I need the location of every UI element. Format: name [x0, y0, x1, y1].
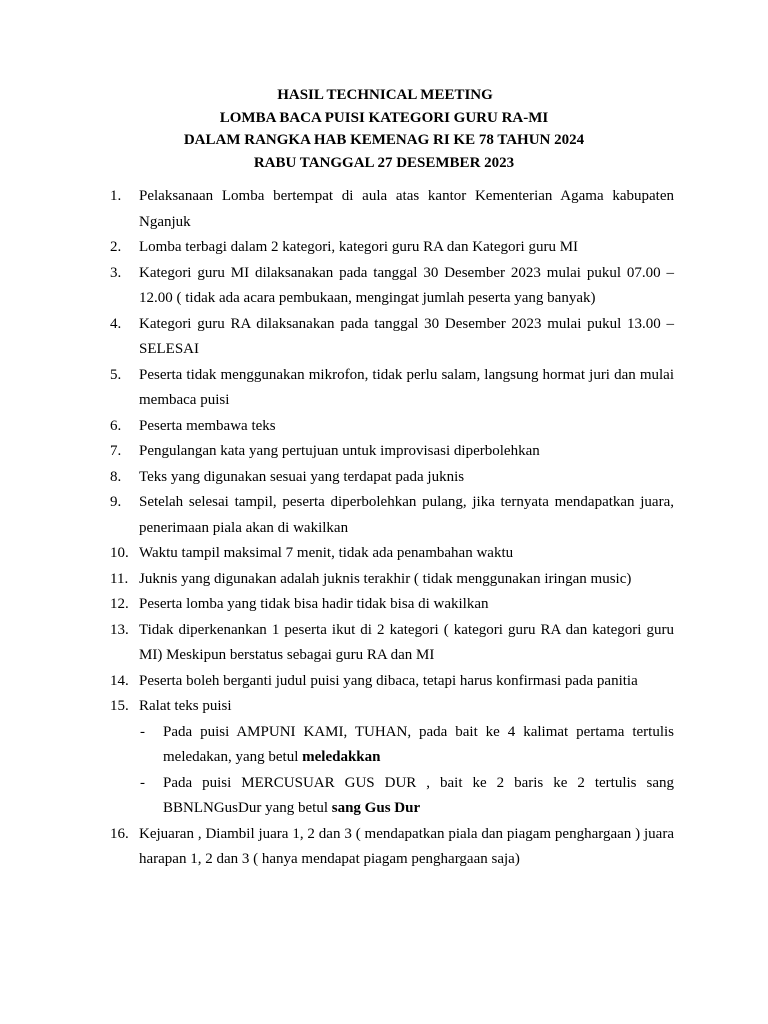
correction-text: Pada puisi MERCUSUAR GUS DUR , bait ke 2 baris ke 2 tertulis sang BBNLNGusDur yang betul [163, 774, 674, 816]
list-item [110, 312, 674, 363]
item-number: 14. [110, 672, 129, 689]
item-number: 12. [110, 596, 129, 612]
list-item [110, 439, 674, 465]
list-item [110, 567, 674, 593]
list-item [110, 541, 674, 567]
item-text: Pengulangan kata yang pertujuan untuk improvisasi diperbolehkan [139, 443, 540, 459]
header-title: HASIL TECHNICAL MEETING [277, 87, 493, 103]
item-number: 2. [110, 239, 122, 255]
meeting-results-list [110, 184, 674, 873]
list-item [110, 363, 674, 414]
list-item [110, 235, 674, 261]
item-number: 4. [110, 315, 122, 332]
item-number: 5. [110, 366, 122, 383]
item-text: Setelah selesai tampil, peserta diperbolehkan pulang, jika ternyata mendapatkan juara, penerimaan piala akan di wakilkan [139, 494, 674, 536]
list-item [110, 414, 674, 440]
item-number: 13. [110, 621, 129, 638]
item-text: Teks yang digunakan sesuai yang terdapat pada juknis [139, 468, 465, 485]
item-number: 9. [110, 494, 122, 510]
item-text: Kejuaran , Diambil juara 1, 2 dan 3 ( mendapatkan piala dan piagam penghargaan ) juara harapan 1, 2 dan 3 ( hanya mendapat piagam penghargaan saja) [139, 825, 674, 867]
item-text: Peserta membawa teks [139, 417, 276, 434]
list-item [110, 822, 674, 873]
header-event: DALAM RANGKA HAB KEMENAG RI KE 78 TAHUN 2024 [183, 132, 585, 149]
item-text: Ralat teks puisi [139, 698, 232, 714]
item-text: Tidak diperkenankan 1 peserta ikut di 2 kategori ( kategori guru RA dan kategori guru MI) Meskipun berstatus sebagai guru RA dan MI [139, 621, 674, 663]
list-item [110, 261, 674, 312]
list-item [110, 465, 674, 491]
correction-text: Pada puisi AMPUNI KAMI, TUHAN, pada bait ke 4 kalimat pertama tertulis meledakan, yang betul [163, 723, 674, 765]
list-item [110, 669, 674, 695]
item-number: 16. [110, 825, 129, 842]
item-text: Kategori guru MI dilaksanakan pada tanggal 30 Desember 2023 mulai pukul 07.00 – 12.00 ( tidak ada acara pembukaan, mengingat jumlah peserta yang banyak) [139, 264, 674, 306]
item-text: Lomba terbagi dalam 2 kategori, kategori guru RA dan Kategori guru MI [139, 239, 579, 255]
item-text: Juknis yang digunakan adalah juknis terakhir ( tidak menggunakan iringan music) [139, 570, 632, 587]
document-header [0, 84, 768, 175]
item-text: Waktu tampil maksimal 7 menit, tidak ada penambahan waktu [139, 545, 514, 561]
correction-item [139, 771, 674, 822]
item-text: Pelaksanaan Lomba bertempat di aula atas kantor Kementerian Agama kabupaten Nganjuk [139, 188, 674, 230]
item-text: Peserta boleh berganti judul puisi yang dibaca, tetapi harus konfirmasi pada panitia [139, 672, 638, 689]
item-text: Peserta tidak menggunakan mikrofon, tidak perlu salam, langsung hormat juri dan mulai membaca puisi [139, 366, 674, 408]
item-text: Peserta lomba yang tidak bisa hadir tidak bisa di wakilkan [139, 596, 489, 612]
list-item [110, 490, 674, 541]
dash-bullet: - [140, 723, 145, 740]
dash-bullet: - [140, 774, 145, 791]
item-number: 15. [110, 698, 129, 714]
item-number: 8. [110, 468, 122, 485]
header-subtitle: LOMBA BACA PUISI KATEGORI GURU RA-MI [219, 109, 549, 126]
correction-fix: sang Gus Dur [331, 800, 421, 816]
header-date: RABU TANGGAL 27 DESEMBER 2023 [253, 155, 515, 172]
list-item-corrections [110, 694, 674, 822]
list-item [110, 618, 674, 669]
item-number: 6. [110, 417, 122, 434]
item-text: Kategori guru RA dilaksanakan pada tanggal 30 Desember 2023 mulai pukul 13.00 – SELESAI [139, 315, 674, 357]
list-item [110, 184, 674, 235]
correction-fix: meledakkan [302, 749, 381, 765]
list-item [110, 592, 674, 618]
item-number: 3. [110, 264, 122, 281]
corrections-list [139, 720, 674, 822]
item-number: 11. [110, 570, 129, 587]
item-number: 1. [110, 188, 122, 204]
correction-item [139, 720, 674, 771]
item-number: 7. [110, 443, 122, 459]
item-number: 10. [110, 545, 129, 561]
